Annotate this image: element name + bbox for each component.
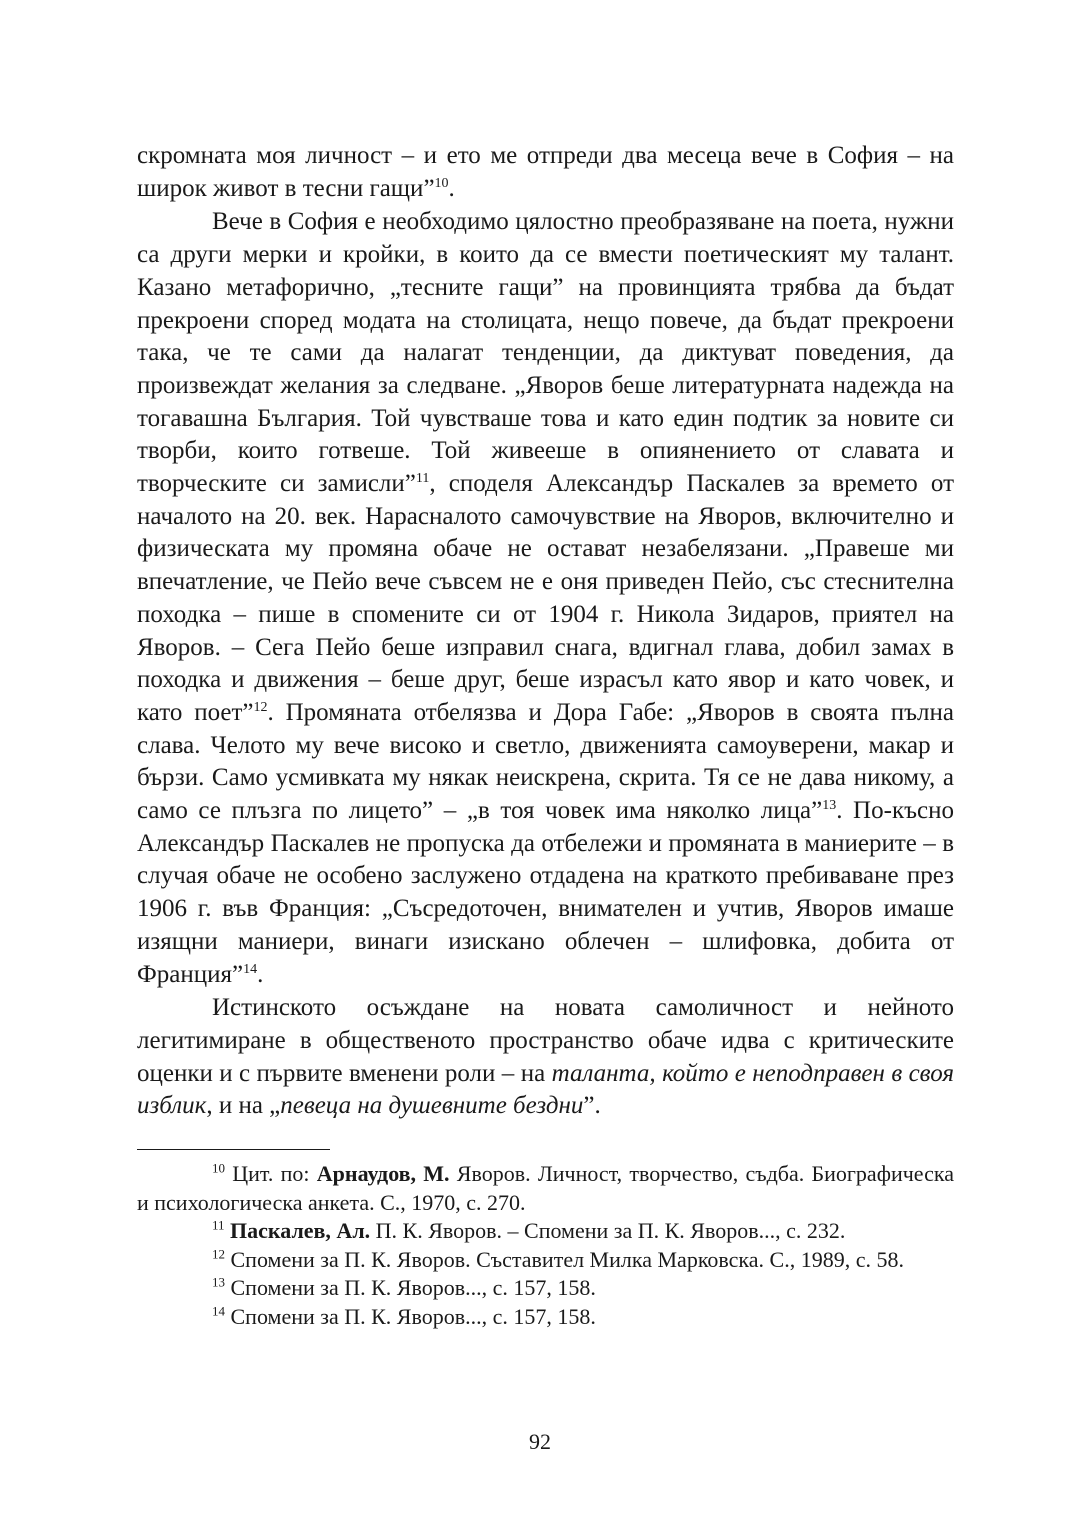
paragraph-text: . Промяната отбелязва и Дора Габе: „Яворов в своята пълна слава. Челото му вече високо и светло, движенията самоуверени, макар и бързи. Само усмивката му някак неискрена, скрита. Тя се не дава никому, а само се плъзга по лицето” – „в тоя човек има няколко лица”: [137, 698, 954, 825]
footnote-ref-10: 10: [434, 175, 449, 191]
footnote-ref-12: 12: [253, 699, 268, 715]
paragraph-2: Вече в София е необходимо цялостно преобразяване на поета, нужни са други мерки и кройки, в които да се вмести поетическият му талант. Казано метафорично, „тесните гащи” на провинцията трябва да бъдат прекроени според модата на столицата, нещо повече, да бъдат прекроени така, че те сами да налагат тенденции, да диктуват поведения, да произвеждат желания за следване. „Яворов беше литературната надежда на тогавашна България. Той чувстваше това и като един подтик за новите си творби, които готвеше. Той живееше в опиянението от славата и творческите си замисли”$^{11}$, споделя Александър Паскалев за времето от началото на 20. век. Нарасналото самочувствие на Яворов, включително и физическата му промяна обаче не остават незабелязани. „Правеше ми впечатление, че Пейо вече съвсем не е оня приведен Пейо, със стеснителна походка – пише в спомените си от 1904 г. Никола Зидаров, приятел на Яворов. – Сега Пейо беше изправил снага, вдигнал глава, добил замах в походка и движения – беше друг, беше израсъл като явор и като човек, и като поет”$^{12}$. Промяната отбелязва и Дора Габе: „Яворов в своята пълна слава. Челото му вече високо и светло, движенията самоуверени, макар и бързи. Само усмивката му някак неискрена, скрита. Тя се не дава никому, а само се плъзга по лицето” – „в тоя човек има няколко лица”$^{13}$. По-късно Александър Паскалев не пропуска да отбележи и промяната в маниерите – в случая обаче не особено заслужено отдадена на краткото пребиваване през 1906 г. във Франция: „Съсредоточен, внимателен и учтив, Яворов имаше изящни маниери, винаги изискано облечен – шлифовка, добита от Франция”$^{14}$.: [137, 208, 954, 988]
footnote-14: $^{14}$ Спомени за П. К. Яворов..., с. 157, 158.: [212, 1303, 596, 1330]
paragraph-text: скромната моя личност – и ето ме отпреди два месеца вече в София – на широк живот в тесни гащи”: [137, 142, 954, 202]
italic-phrase: певеца на душевните бездни: [280, 1092, 584, 1120]
footnote-10: $^{10}$ Цит. по: Арнаудов, М. Яворов. Личност, творчество, съдба. Биографическа и психологическа анкета. С., 1970, с. 270.: [137, 1160, 954, 1215]
main-text: [137, 140, 954, 1123]
footnote-ref-14: 14: [243, 961, 258, 977]
paragraph-3: Истинското осъждане на новата самоличност и нейното легитимиране в общественото пространство обаче идва с критическите оценки и с първите вменени роли – на таланта, който е неподправен в своя изблик, и на „певеца на душевните бездни”.: [137, 994, 954, 1120]
footnotes: [137, 1160, 954, 1332]
footnote-11: $^{11}$ Паскалев, Ал. П. К. Яворов. – Спомени за П. К. Яворов..., с. 232.: [212, 1217, 846, 1244]
footnote-ref-11: 11: [415, 470, 430, 486]
footnote-ref-13: 13: [822, 797, 837, 813]
paragraph-1: скромната моя личност – и ето ме отпреди два месеца вече в София – на широк живот в тесни гащи”$^{10}$.: [137, 142, 954, 202]
page-number: 92: [529, 1429, 551, 1454]
footnote-12: $^{12}$ Спомени за П. К. Яворов. Съставител Милка Марковска. С., 1989, с. 58.: [212, 1246, 904, 1272]
paragraph-text: . По-късно Александър Паскалев не пропуска да отбележи и промяната в маниерите – в случая обаче не особено заслужено отдадена на краткото пребиваване през 1906 г. във Франция: „Съсредоточен, внимателен и учтив, Яворов имаше изящни маниери, винаги изискано облечен – шлифовка, добита от Франция”: [137, 797, 954, 988]
paragraph-text: , споделя Александър Паскалев за времето от началото на 20. век. Нарасналото самочувствие на Яворов, включително и физическата му промяна обаче не остават незабелязани. „Правеше ми впечатление, че Пейо вече съвсем не е оня приведен Пейо, със стеснителна походка – пише в спомените си от 1904 г. Никола Зидаров, приятел на Яворов. – Сега Пейо беше изправил снага, вдигнал глава, добил замах в походка и движения – беше друг, беше израсъл като явор и като човек, и като поет”: [137, 470, 954, 726]
paragraph-text: Истинското осъждане на новата самоличност и нейното легитимиране в общественото пространство обаче идва с критическите оценки и с първите вменени роли – на: [137, 994, 954, 1087]
footnote-divider: [137, 1149, 330, 1150]
italic-phrase: таланта, който е неподправен в своя изблик: [137, 1059, 954, 1120]
footnote-13: $^{13}$ Спомени за П. К. Яворов..., с. 157, 158.: [212, 1275, 596, 1301]
paragraph-text: Вече в София е необходимо цялостно преобразяване на поета, нужни са други мерки и кройки, в които да се вмести поетическият му талант. Казано метафорично, „тесните гащи” на провинцията трябва да бъдат прекроени според модата на столицата, нещо повече, да бъдат прекроени така, че те сами да налагат тенденции, да диктуват поведения, да произвеждат желания за следване. „Яворов беше литературната надежда на тогавашна България. Той чувстваше това и като един подтик за новите си творби, които готвеше. Той живееше в опиянението от славата и творческите си замисли”: [137, 208, 954, 498]
page-content: [137, 140, 954, 1332]
footnote-author: Паскалев, Ал.: [230, 1218, 371, 1244]
footnote-author: Арнаудов, М.: [316, 1161, 450, 1187]
